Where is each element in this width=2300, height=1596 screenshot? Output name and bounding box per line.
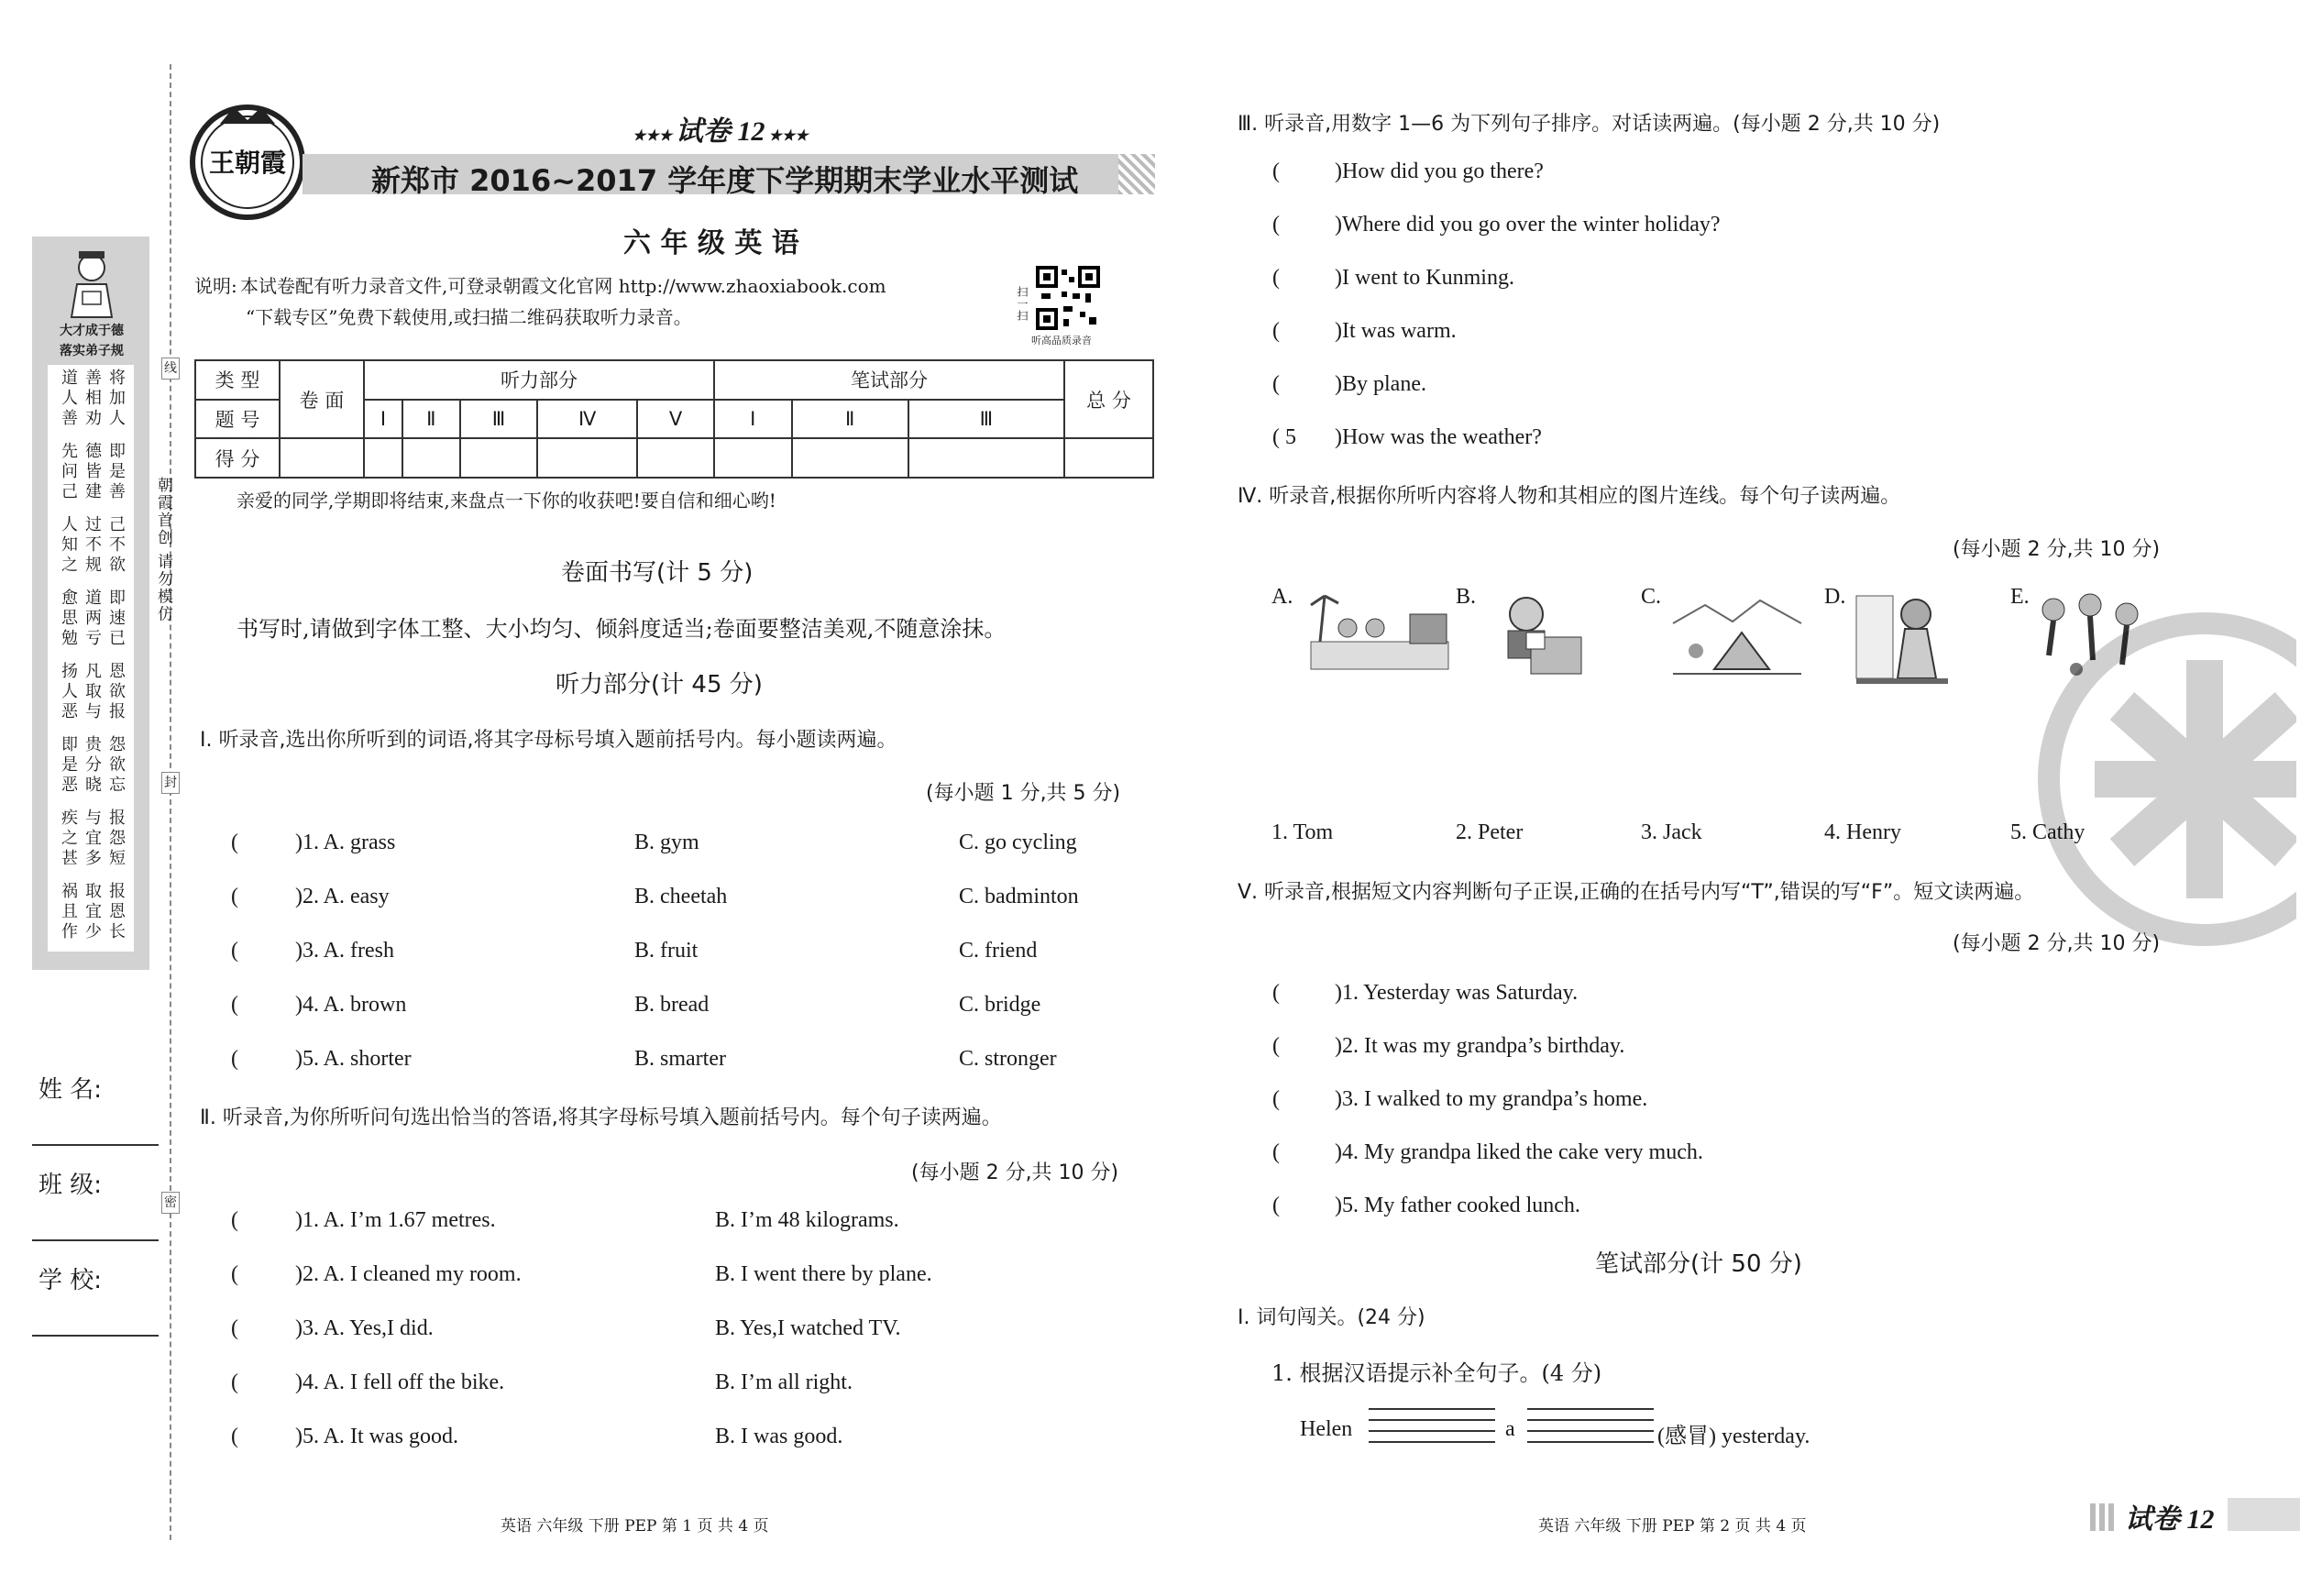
q5-score: (每小题 2 分,共 10 分) [1953,932,2161,955]
maxim-column: 己不欲 [106,515,126,576]
score-table [194,359,1154,479]
score-cell[interactable] [460,438,537,478]
q1-option-b: B. bread [634,993,710,1017]
tf-paren-open: ( [1272,1194,1280,1217]
footer-page-1: 英语 六年级 下册 PEP 第 1 页 共 4 页 [501,1517,769,1535]
qr-caption: 听高品质录音 [1031,335,1092,347]
q1-option-b: B. smarter [634,1047,726,1071]
tf-slot[interactable] [1287,981,1333,1007]
q4-score: (每小题 2 分,共 10 分) [1953,538,2161,561]
footer-tag-pattern [2090,1503,2118,1531]
answer-paren-open: ( [231,1370,238,1394]
answer-paren-open: ( [231,831,238,854]
writing-sub1: 1. 根据汉语提示补全句子。(4 分) [1271,1360,1602,1386]
order-paren: ( 5 [1272,425,1296,449]
binding-dashed-line [170,64,171,1540]
score-cell[interactable] [402,438,460,478]
maxim-column: 过不规 [83,515,102,576]
tf-slot[interactable] [1287,1140,1333,1166]
q5-title: Ⅴ. 听录音,根据短文内容判断句子正误,正确的在括号内写“T”,错误的写“F”。短文读两遍。 [1238,881,2035,904]
order-paren: ( [1272,372,1280,396]
q5-statement: )4. My grandpa liked the cake very much. [1335,1140,1703,1164]
answer-slot[interactable] [246,1370,295,1396]
writing-heading: 笔试部分(计 50 分) [1595,1250,1802,1278]
score-cell[interactable] [714,438,792,478]
exam-title: 新郑市 2016~2017 学年度下学期期末学业水平测试 [371,163,1079,198]
q2-option-a: )3. A. Yes,I did. [295,1316,434,1340]
q2-option-b: B. I’m all right. [715,1370,853,1394]
maxim-column: 将加人 [106,369,126,429]
footer-paper-tag: 试卷 12 [2125,1504,2215,1535]
order-slot[interactable] [1287,372,1333,398]
maxim-column: 恩欲报 [106,662,126,722]
q2-score: (每小题 2 分,共 10 分) [911,1161,1119,1184]
maxim-column: 报恩长 [106,882,126,942]
q1-option-b: B. fruit [634,939,699,963]
listening-heading: 听力部分(计 45 分) [556,671,763,699]
encouragement-text: 亲爱的同学,学期即将结束,来盘点一下你的收获吧!要自信和细心哟! [237,490,776,512]
maxim-column: 取宜少 [83,882,102,942]
tf-paren-open: ( [1272,1087,1280,1111]
picture-label-d: D. [1824,585,1846,609]
paper-number: ★★★ 试卷 12 ★★★ [633,116,809,147]
tf-slot[interactable] [1287,1087,1333,1113]
name-label: 姓 名: [39,1076,103,1104]
listening-col-4: Ⅳ [537,400,637,439]
maxim-column: 报怨短 [106,809,126,869]
question-no-label: 题 号 [195,400,280,439]
tf-paren-open: ( [1272,1034,1280,1058]
maxim-column: 即是恶 [59,735,78,796]
total-header: 总 分 [1064,360,1153,438]
q5-statement: )1. Yesterday was Saturday. [1335,981,1579,1005]
maxim-column: 道人善 [59,369,78,429]
seal-label-3: 密 [161,1192,180,1214]
answer-paren-open: ( [231,885,238,908]
writing-col-2: Ⅱ [792,400,908,439]
answer-slot[interactable] [246,1208,295,1234]
answer-slot[interactable] [246,1262,295,1288]
q3-sentence: )I went to Kunming. [1335,266,1514,290]
maxim-column: 人知之 [59,515,78,576]
family-tv-picture-icon [1302,587,1458,678]
sidebar-slogan-2: 落实弟子规 [60,344,124,358]
score-cell[interactable] [792,438,908,478]
q2-option-b: B. Yes,I watched TV. [715,1316,901,1340]
answer-paren-open: ( [231,939,238,963]
footer-tag-bg [2228,1498,2300,1531]
maxim-column: 愈思勉 [59,589,78,649]
maxim-column: 与宜多 [83,809,102,869]
maxim-column: 凡取与 [83,662,102,722]
answer-slot[interactable] [246,939,295,964]
order-slot[interactable] [1287,319,1333,345]
maxim-column: 善相劝 [83,369,102,429]
footer-page-2: 英语 六年级 下册 PEP 第 2 页 共 4 页 [1538,1517,1807,1535]
maxim-column: 疾之甚 [59,809,78,869]
handwriting-instruction: 书写时,请做到字体工整、大小均匀、倾斜度适当;卷面要整洁美观,不随意涂抹。 [237,616,1007,642]
watermark-seal [2021,605,2296,953]
answer-paren-open: ( [231,1316,238,1340]
score-cell[interactable] [908,438,1064,478]
q3-sentence: )How did you go there? [1335,160,1544,183]
seal-label-2: 封 [161,772,180,794]
q1-option-c: C. stronger [959,1047,1057,1071]
order-slot[interactable] [1287,160,1333,185]
class-line [32,1239,159,1241]
maxim-column: 贵分晓 [83,735,102,796]
answer-slot[interactable] [246,831,295,856]
tf-paren-open: ( [1272,981,1280,1005]
answer-slot[interactable] [246,1047,295,1073]
maxim-column: 先问己 [59,442,78,502]
q5-statement: )3. I walked to my grandpa’s home. [1335,1087,1648,1111]
answer-slot[interactable] [246,1425,295,1450]
writing-q1-title: Ⅰ. 词句闯关。(24 分) [1238,1306,1425,1329]
q3-title: Ⅲ. 听录音,用数字 1—6 为下列句子排序。对话读两遍。(每小题 2 分,共 10 分) [1238,113,1941,136]
q1-option-a: )5. A. shorter [295,1047,412,1071]
name-3: 3. Jack [1641,820,1702,844]
sentence-mid: a [1505,1417,1515,1441]
answer-paren-open: ( [231,1208,238,1232]
q3-sentence: )Where did you go over the winter holiday? [1335,213,1721,237]
score-cell[interactable] [1064,438,1153,478]
maxim-column: 即是善 [106,442,126,502]
name-5: 5. Cathy [2010,820,2085,844]
q1-option-a: )2. A. easy [295,885,390,908]
handwriting-heading: 卷面书写(计 5 分) [561,559,754,587]
subject-title: 六 年 级 英 语 [623,227,799,259]
picture-label-c: C. [1641,585,1662,609]
q1-option-b: B. gym [634,831,699,854]
score-cell[interactable] [280,438,364,478]
class-label: 班 级: [39,1172,103,1199]
scholar-figure-icon [55,246,128,319]
answer-slot[interactable] [246,885,295,910]
tf-paren-open: ( [1272,1140,1280,1164]
q1-option-c: C. friend [959,939,1038,963]
q5-statement: )2. It was my grandpa’s birthday. [1335,1034,1625,1058]
answer-paren-open: ( [231,993,238,1017]
listening-header: 听力部分 [364,360,714,400]
q3-sentence: )How was the weather? [1335,425,1542,449]
q2-option-a: )2. A. I cleaned my room. [295,1262,522,1286]
writing-col-3: Ⅲ [908,400,1064,439]
maxim-column: 扬人恶 [59,662,78,722]
blank-1[interactable] [1369,1408,1495,1443]
name-line [32,1144,159,1146]
camping-picture-icon [1668,587,1806,678]
q2-option-b: B. I was good. [715,1425,843,1448]
qr-side-caption: 扫一扫 [1016,286,1029,322]
tf-slot[interactable] [1287,1034,1333,1060]
q1-option-b: B. cheetah [634,885,728,908]
order-paren: ( [1272,160,1280,183]
writing-header: 笔试部分 [714,360,1064,400]
q5-statement: )5. My father cooked lunch. [1335,1194,1580,1217]
picture-label-b: B. [1456,585,1477,609]
maxim-column: 德皆建 [83,442,102,502]
order-slot[interactable] [1287,266,1333,292]
maxim-column: 怨欲忘 [106,735,126,796]
q2-option-a: )5. A. It was good. [295,1425,458,1448]
answer-paren-open: ( [231,1262,238,1286]
name-1: 1. Tom [1271,820,1334,844]
answer-paren-open: ( [231,1425,238,1448]
school-label: 学 校: [39,1267,103,1294]
q2-option-a: )1. A. I’m 1.67 metres. [295,1208,496,1232]
girl-snow-picture-icon [1852,587,1953,688]
score-cell[interactable] [637,438,714,478]
copyright-note: 朝霞首创 请勿模仿 [154,477,172,623]
maxim-column: 即速已 [106,589,126,649]
q1-option-c: C. go cycling [959,831,1077,854]
picture-label-a: A. [1271,585,1293,609]
q1-option-a: )1. A. grass [295,831,396,854]
score-cell[interactable] [537,438,637,478]
listening-col-5: Ⅴ [637,400,714,439]
maxim-column: 道两亏 [83,589,102,649]
school-line [32,1335,159,1337]
note-line-1: 本试卷配有听力录音文件,可登录朝霞文化官网 http://www.zhaoxiabook.com [240,275,886,297]
listening-col-1: Ⅰ [364,400,402,439]
maxim-column: 祸且作 [59,882,78,942]
q4-title: Ⅳ. 听录音,根据你所听内容将人物和其相应的图片连线。每个句子读两遍。 [1238,485,1901,508]
q1-option-a: )4. A. brown [295,993,407,1017]
blank-2[interactable] [1527,1408,1654,1443]
sentence-end: (感冒) yesterday. [1657,1425,1810,1448]
listening-col-2: Ⅱ [402,400,460,439]
note-label: 说明: [194,275,237,297]
order-slot[interactable] [1287,213,1333,238]
q3-sentence: )It was warm. [1335,319,1457,343]
picture-label-e: E. [2010,585,2030,609]
boy-reading-picture-icon [1485,587,1586,678]
q1-title: Ⅰ. 听录音,选出你所听到的词语,将其字母标号填入题前括号内。每小题读两遍。 [200,729,897,752]
q1-option-a: )3. A. fresh [295,939,394,963]
q2-option-b: B. I’m 48 kilograms. [715,1208,899,1232]
order-paren: ( [1272,266,1280,290]
paper-header: 卷 面 [280,360,364,438]
q2-option-a: )4. A. I fell off the bike. [295,1370,505,1394]
note-line-2: “下载专区”免费下载使用,或扫描二维码获取听力录音。 [246,306,692,328]
zhaoxia-logo [183,96,312,225]
listening-col-3: Ⅲ [460,400,537,439]
q1-option-c: C. badminton [959,885,1079,908]
score-label: 得 分 [195,438,280,478]
q2-option-b: B. I went there by plane. [715,1262,932,1286]
seal-label-1: 线 [161,358,180,380]
order-slot[interactable] [1287,425,1333,451]
sentence-start: Helen [1300,1417,1353,1441]
q2-title: Ⅱ. 听录音,为你所听问句选出恰当的答语,将其字母标号填入题前括号内。每个句子读两遍。 [200,1106,1002,1129]
score-cell[interactable] [364,438,402,478]
qr-code-icon[interactable] [1036,266,1100,330]
paper-number-text: 试卷 12 [676,116,765,147]
maxim-grid [51,369,134,946]
svg-text:王朝霞: 王朝霞 [208,148,287,178]
sidebar-slogan-1: 大才成于德 [60,324,124,338]
order-paren: ( [1272,213,1280,237]
q1-option-c: C. bridge [959,993,1041,1017]
writing-col-1: Ⅰ [714,400,792,439]
answer-slot[interactable] [246,993,295,1018]
q1-score: (每小题 1 分,共 5 分) [926,782,1121,805]
answer-slot[interactable] [246,1316,295,1342]
name-4: 4. Henry [1824,820,1901,844]
q3-sentence: )By plane. [1335,372,1426,396]
answer-paren-open: ( [231,1047,238,1071]
banner-pattern [1118,154,1155,194]
order-paren: ( [1272,319,1280,343]
type-header: 类 型 [195,360,280,400]
tf-slot[interactable] [1287,1194,1333,1219]
name-2: 2. Peter [1456,820,1524,844]
